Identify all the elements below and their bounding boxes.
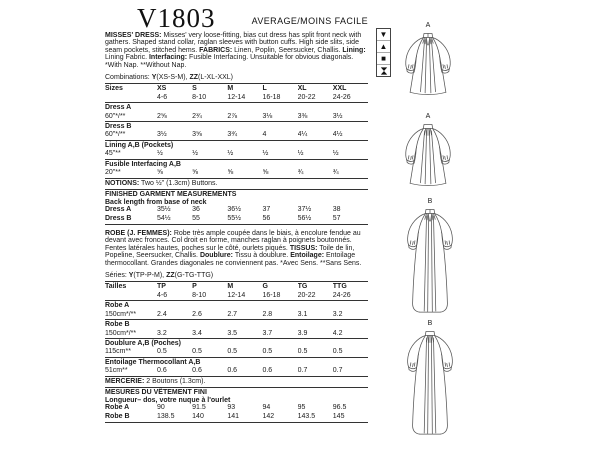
yardage-row-label: Robe B	[105, 320, 368, 330]
combinations-line: Combinations: Y(XS-S-M), ZZ(L-XL-XXL)	[105, 74, 234, 82]
measurement-row: Robe B 138.5 140 141 142 143.5 145	[105, 412, 345, 420]
yardage-row-values: 150cm*/** 3.2 3.4 3.5 3.7 3.9 4.2	[105, 329, 343, 337]
description-english: MISSES' DRESS: Misses' very loose-fitting, bias cut dress has split front neck with gathers. Shaped stand collar, raglan sleeves with button cuffs. High side slits, side seam pockets, stitched hems. FABRICS: Linen, Poplin, Seersucker, Challis. Lining: Lining Fabric. Interfacing: Fusible Interfacing. Unsuitable for obvious diagonals. *With Nap. **Without Nap.	[105, 32, 366, 69]
dress-b-back-illustration	[401, 328, 459, 444]
yardage-row-label: Doublure A,B (Poches)	[105, 338, 368, 348]
yardage-table-english	[105, 83, 368, 178]
finished-measurements-table-fr	[105, 404, 368, 423]
figure-label: B	[427, 198, 433, 205]
text-column	[105, 32, 368, 423]
triangle-down-icon: ▼	[377, 29, 390, 41]
difficulty-label: AVERAGE/MOINS FACILE	[251, 16, 368, 26]
yardage-row-label: Fusible Interfacing A,B	[105, 159, 368, 169]
notions-line: NOTIONS: Two ½" (1.3cm) Buttons.	[105, 179, 368, 190]
figure-label: A	[425, 113, 431, 120]
yardage-row-label: Dress A	[105, 103, 368, 113]
square-icon: ■	[377, 53, 390, 65]
yardage-row-values: 60"*/** 3½ 3⅝ 3¾ 4 4¼ 4½	[105, 131, 343, 139]
dress-a-back-illustration	[399, 121, 457, 196]
yardage-row-values: 60"*/** 2⅝ 2¾ 2⅞ 3⅛ 3⅜ 3½	[105, 112, 343, 120]
yardage-row-values: 51cm** 0.6 0.6 0.6 0.6 0.7 0.7	[105, 367, 343, 375]
yardage-row-label: Lining A,B (Pockets)	[105, 140, 368, 150]
yardage-row-label: Dress B	[105, 122, 368, 132]
yardage-row-values: 115cm** 0.5 0.5 0.5 0.5 0.5 0.5	[105, 348, 343, 356]
view-symbols-strip	[376, 28, 391, 77]
yardage-table-french	[105, 281, 368, 376]
mercerie-line: MERCERIE: 2 Boutons (1.3cm).	[105, 377, 368, 388]
size-range-row: 4-6 8-10 12-14 16-18 20-22 24-26	[157, 291, 351, 299]
finished-measurements-sub-fr: Longueur– dos, votre nuque à l'ourlet	[105, 396, 231, 404]
triangle-up-icon: ▲	[377, 41, 390, 53]
measurement-row: Dress B 54½ 55 55½ 56 56½ 57	[105, 214, 341, 222]
dress-a-front-illustration	[399, 30, 457, 105]
series-line: Séries: Y(TP-P-M), ZZ(G-TG-TTG)	[105, 272, 214, 280]
yardage-row-label: Robe A	[105, 301, 368, 311]
yardage-row-values: 20"** ⅝ ⅝ ⅝ ⅝ ¾ ¾	[105, 169, 339, 177]
dress-a-front-figure	[396, 22, 460, 105]
yardage-row-values: 45"** ½ ½ ½ ½ ½ ½	[105, 150, 339, 158]
hourglass-icon	[377, 65, 390, 76]
dress-b-back-figure	[398, 320, 462, 444]
finished-measurements-title-en: FINISHED GARMENT MEASUREMENTS	[105, 191, 237, 199]
yardage-row-values: 150cm*/** 2.4 2.6 2.7 2.8 3.1 3.2	[105, 310, 343, 318]
yardage-row-label: Entoilage Thermocollant A,B	[105, 357, 368, 367]
measurement-row: Dress A 35½ 36 36½ 37 37½ 38	[105, 206, 341, 214]
figure-label: B	[427, 320, 433, 327]
dress-b-front-illustration	[401, 206, 459, 322]
finished-measurements-sub-en: Back length from base of neck	[105, 198, 207, 206]
description-french: ROBE (J. FEMMES): Robe très ample coupée dans le biais, à encolure fendue au devant avec fronces. Col droit en forme, manches raglan à poignets boutonnés. Fentes latérales hautes, poches sur le côté, ourlets piqués. TISSUS: Toile de lin, Popeline, Seersucker, Challis. Doublure: Tissu à doublure. Entoilage: Entoilage thermocollant. Grandes diagonales ne conviennent pas. *Avec Sens. **Sans Sens.	[105, 230, 362, 267]
size-header-row: Sizes XS S M L XL XXL	[105, 84, 368, 94]
measurement-row: Robe A 90 91.5 93 94 95 96.5	[105, 404, 347, 412]
figure-label: A	[425, 22, 431, 29]
dress-a-back-figure	[396, 113, 460, 196]
finished-measurements-table-en	[105, 206, 368, 225]
pattern-number: V1803	[137, 3, 216, 33]
size-range-row: 4-6 8-10 12-14 16-18 20-22 24-26	[157, 93, 351, 101]
dress-b-front-figure	[398, 198, 462, 322]
finished-measurements-title-fr: MESURES DU VÊTEMENT FINI	[105, 389, 207, 397]
size-header-row: Tailles TP P M G TG TTG	[105, 282, 368, 292]
